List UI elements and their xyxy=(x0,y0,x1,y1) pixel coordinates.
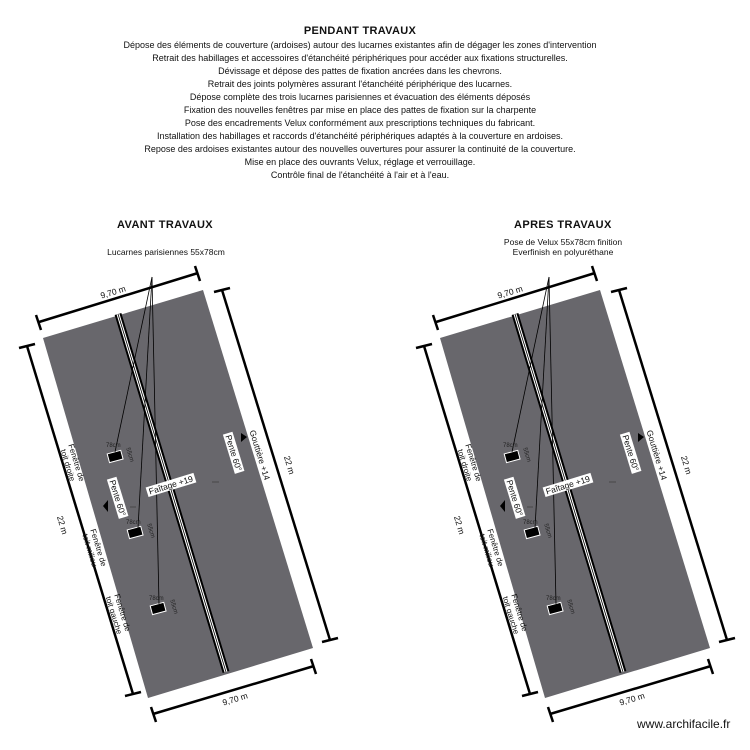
window-dim-w: 78cm xyxy=(126,520,141,526)
window-dim-h: 55cm xyxy=(168,599,179,615)
apres-callout-line1: Pose de Velux 55x78cm finition xyxy=(503,237,623,247)
window-dim-h: 55cm xyxy=(145,523,156,539)
slope-label-left: Pente 60° xyxy=(107,478,128,518)
apres-labels xyxy=(397,0,750,750)
notes-title: PENDANT TRAVAUX xyxy=(303,25,417,37)
window-label-left: Fenêtre de toit gauche xyxy=(500,592,530,636)
ridge-label: Faîtage +19 xyxy=(147,473,195,497)
window-dim-w: 78cm xyxy=(503,443,518,449)
width-label-bottom: 9,70 m xyxy=(618,690,646,708)
note-line: Retrait des habillages et accessoires d'étanchéité périphériques pour accéder aux fixations structurelles. xyxy=(152,52,568,63)
gutter-label: Gouttière +14 xyxy=(247,428,273,482)
window-label-left: Fenêtre de toit gauche xyxy=(103,592,133,636)
window-dim-w: 78cm xyxy=(149,596,164,602)
note-line: Contrôle final de l'étanchéité à l'air et à l'eau. xyxy=(270,169,450,180)
window-dim-w: 78cm xyxy=(106,443,121,449)
slope-label-right: Pente 60° xyxy=(620,433,641,473)
gutter-label: Gouttière +14 xyxy=(644,428,670,482)
length-label-right: 22 m xyxy=(281,454,297,476)
window-dim-h: 55cm xyxy=(521,447,532,463)
length-label-right: 22 m xyxy=(678,454,694,476)
window-label-middle: Fenêtre de toit milieu xyxy=(80,527,109,568)
avant-callout: Lucarnes parisiennes 55x78cm xyxy=(107,247,225,257)
apres-callout-line2: Everfinish en polyuréthane xyxy=(512,247,614,257)
note-line: Dévissage et dépose des pattes de fixation ancrées dans les chevrons. xyxy=(218,65,502,76)
ridge-label: Faîtage +19 xyxy=(544,473,592,497)
note-line: Fixation des nouvelles fenêtres par mise en place des pattes de fixation sur la charpente xyxy=(183,104,537,115)
slope-label-left: Pente 60° xyxy=(504,478,525,518)
note-line: Retrait des joints polymères assurant l'étanchéité périphérique des lucarnes. xyxy=(207,78,513,89)
window-dim-w: 78cm xyxy=(523,520,538,526)
window-dim-w: 78cm xyxy=(546,596,561,602)
note-line: Dépose complète des trois lucarnes parisiennes et évacuation des éléments déposés xyxy=(189,91,531,102)
width-label-bottom: 9,70 m xyxy=(221,690,249,708)
window-dim-h: 55cm xyxy=(542,523,553,539)
note-line: Dépose des éléments de couverture (ardoises) autour des lucarnes existantes afin de dégager les zones d'intervention xyxy=(123,39,597,50)
slope-label-right: Pente 60° xyxy=(223,433,244,473)
note-line: Mise en place des ouvrants Velux, réglage et verrouillage. xyxy=(244,156,476,167)
avant-title: AVANT TRAVAUX xyxy=(117,219,214,231)
window-label-middle: Fenêtre de toit milieu xyxy=(477,527,506,568)
window-dim-h: 55cm xyxy=(124,447,135,463)
width-label-top: 9,70 m xyxy=(496,283,524,301)
length-label-left: 22 m xyxy=(451,514,467,536)
length-label-left: 22 m xyxy=(54,514,70,536)
apres-title: APRES TRAVAUX xyxy=(514,219,612,231)
width-label-top: 9,70 m xyxy=(99,283,127,301)
window-label-right: Fenêtre de toit droite xyxy=(58,442,87,483)
note-line: Repose des ardoises existantes autour des nouvelles ouvertures pour assurer la continuité de la couverture. xyxy=(144,143,576,154)
note-line: Pose des encadrements Velux conformément aux prescriptions techniques du fabricant. xyxy=(184,117,536,128)
watermark: www.archifacile.fr xyxy=(637,717,731,731)
window-dim-h: 55cm xyxy=(565,599,576,615)
note-line: Installation des habillages et raccords d'étanchéité périphériques adaptés à la couverture en ardoises. xyxy=(157,130,563,141)
window-label-right: Fenêtre de toit droite xyxy=(455,442,484,483)
